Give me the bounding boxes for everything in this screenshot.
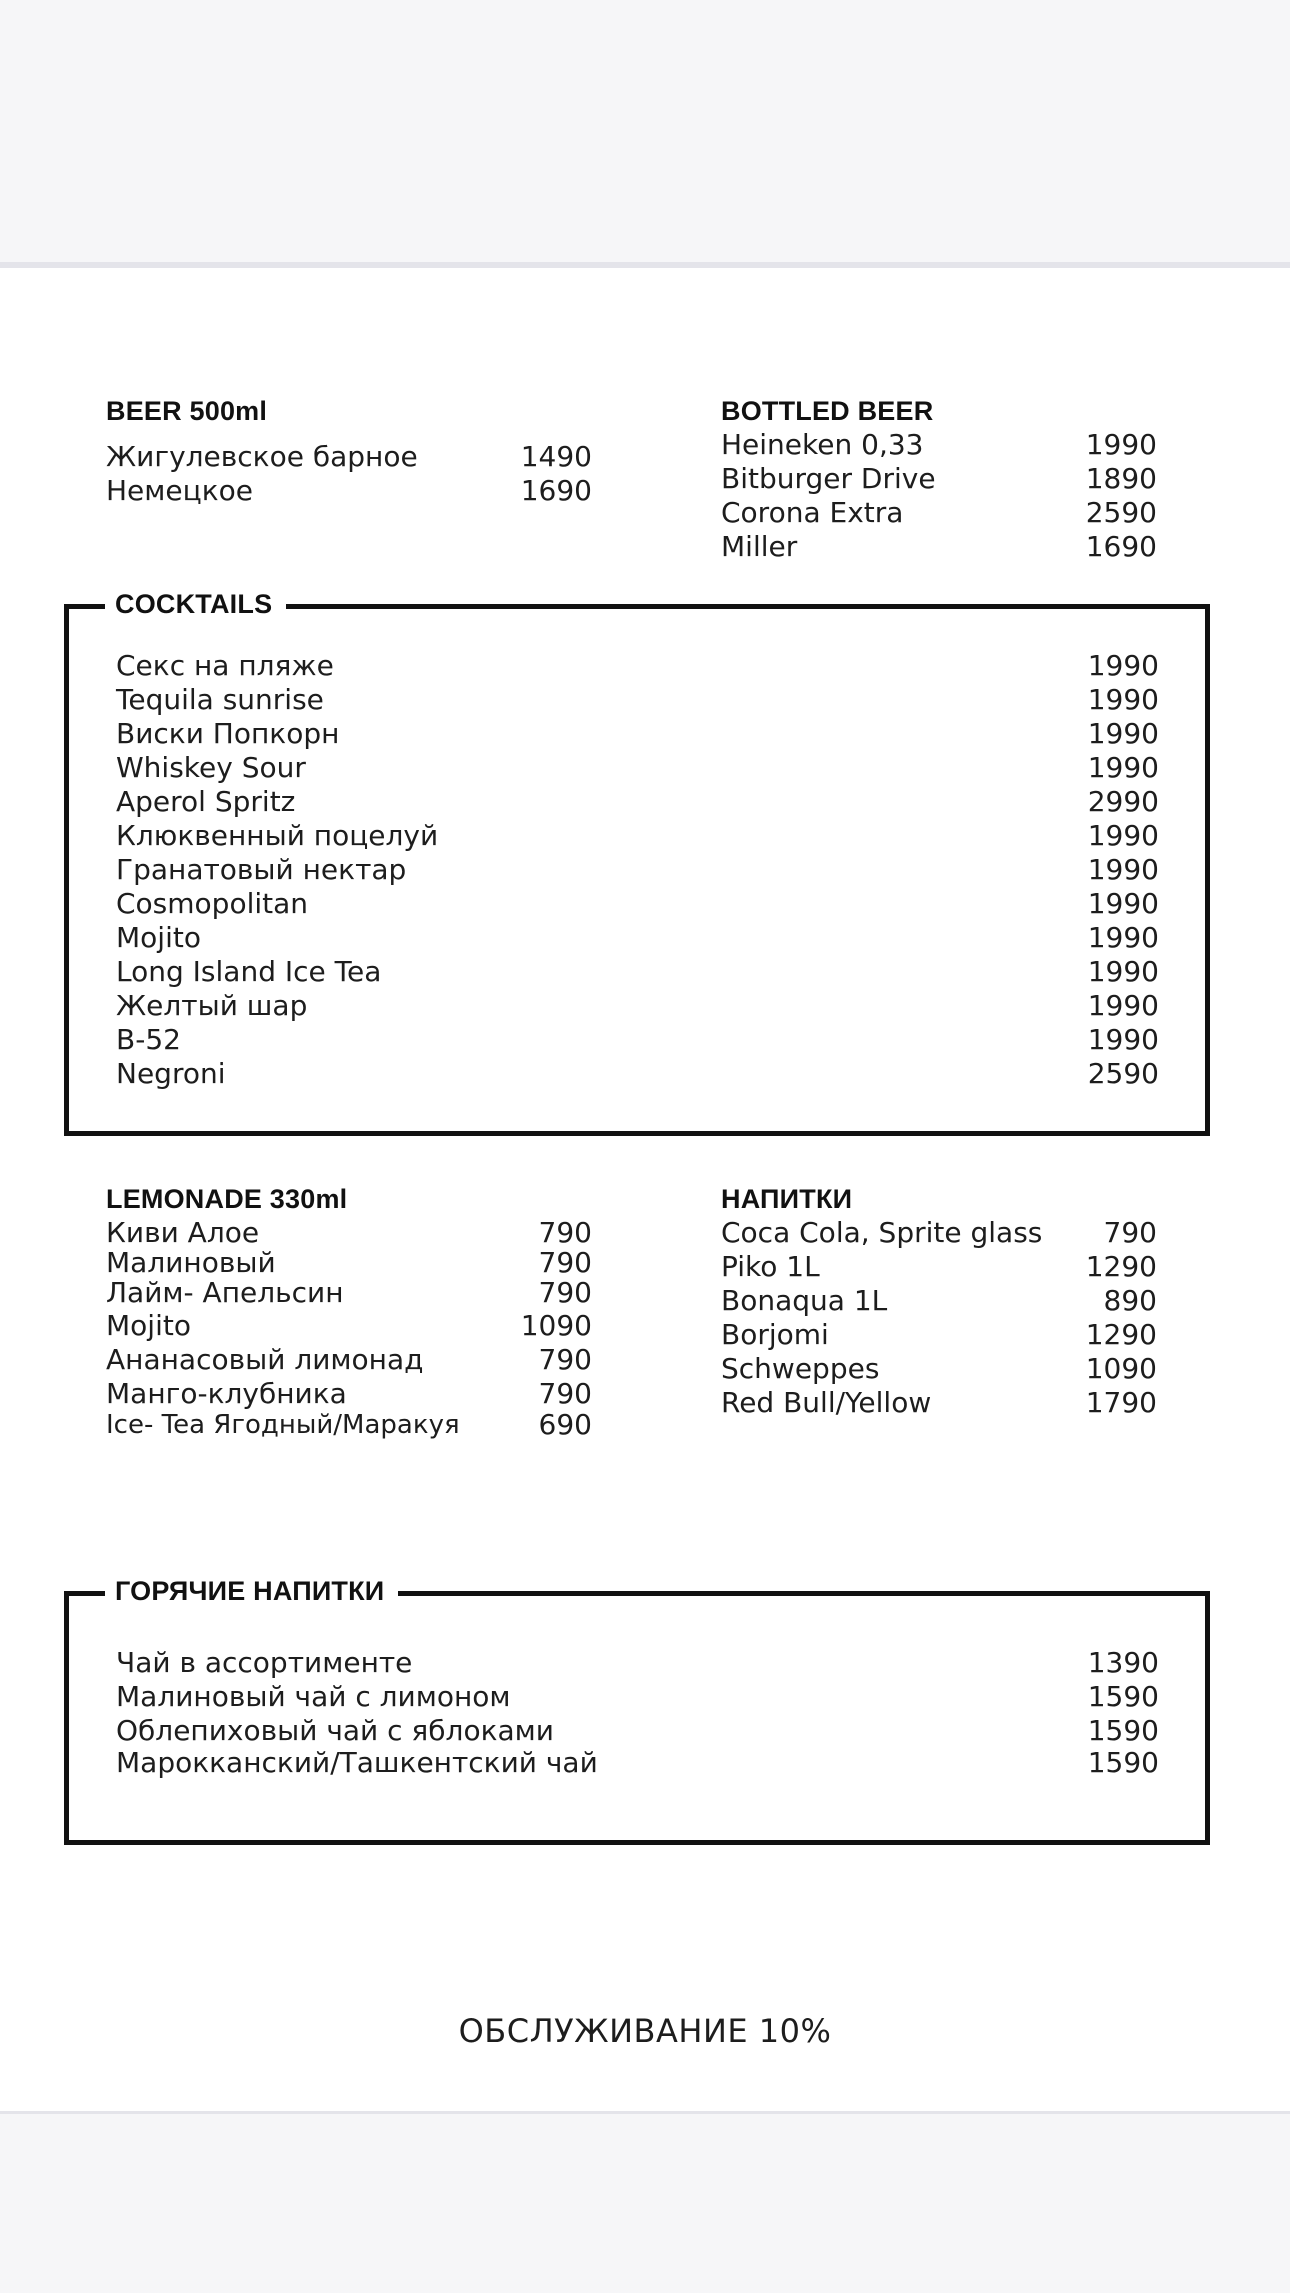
item-price: 790 (538, 1377, 592, 1410)
item-price: 1990 (1087, 1023, 1159, 1056)
item-price: 1990 (1087, 955, 1159, 988)
menu-item (106, 440, 592, 474)
item-price: 1490 (520, 440, 592, 473)
item-price: 790 (538, 1216, 592, 1249)
item-name: Малиновый чай с лимоном (116, 1680, 511, 1713)
item-price: 890 (1103, 1284, 1157, 1317)
item-name: Секс на пляже (116, 649, 334, 682)
menu-item (116, 683, 1159, 717)
menu-item (721, 530, 1157, 564)
item-name: Жигулевское барное (106, 440, 418, 473)
item-name: Лайм- Апельсин (106, 1276, 344, 1309)
item-price: 2590 (1087, 1057, 1159, 1090)
menu-item (106, 1309, 592, 1343)
item-name: Марокканский/Ташкентский чай (116, 1746, 598, 1779)
section-hot-drinks (64, 1576, 1210, 1845)
item-price: 790 (1103, 1216, 1157, 1249)
menu-item (116, 751, 1159, 785)
menu-item (116, 1714, 1159, 1746)
menu-item (116, 1746, 1159, 1780)
item-price: 1290 (1085, 1318, 1157, 1351)
item-name: Tequila sunrise (116, 683, 324, 716)
item-name: Bitburger Drive (721, 462, 936, 495)
item-price: 1990 (1087, 649, 1159, 682)
item-price: 1990 (1085, 428, 1157, 461)
menu-item (106, 1246, 592, 1279)
item-price: 1290 (1085, 1250, 1157, 1283)
menu-item (721, 428, 1157, 462)
item-price: 790 (538, 1246, 592, 1279)
menu-item (721, 462, 1157, 496)
menu-item (721, 1216, 1157, 1250)
menu-item (721, 1318, 1157, 1352)
menu-item (106, 1408, 592, 1442)
item-name: Облепиховый чай с яблоками (116, 1714, 554, 1747)
item-name: Piko 1L (721, 1250, 820, 1283)
item-name: Miller (721, 530, 798, 563)
item-price: 690 (538, 1408, 592, 1441)
menu-item (116, 819, 1159, 853)
item-price: 1090 (1085, 1352, 1157, 1385)
item-name: Heineken 0,33 (721, 428, 924, 461)
menu-item (116, 853, 1159, 887)
item-price: 1690 (1085, 530, 1157, 563)
item-price: 1590 (1087, 1680, 1159, 1713)
menu-item (116, 1023, 1159, 1057)
menu-item (116, 989, 1159, 1023)
section-drinks (721, 1182, 1157, 1420)
item-name: B-52 (116, 1023, 181, 1056)
item-price: 2990 (1087, 785, 1159, 818)
section-cocktails (64, 589, 1210, 1136)
item-name: Mojito (106, 1309, 191, 1342)
item-name: Ананасовый лимонад (106, 1343, 424, 1376)
item-price: 1790 (1085, 1386, 1157, 1419)
item-name: Long Island Ice Tea (116, 955, 382, 988)
item-name: Whiskey Sour (116, 751, 306, 784)
item-name: Bonaqua 1L (721, 1284, 888, 1317)
menu-item (116, 1057, 1159, 1091)
item-name: Чай в ассортименте (116, 1646, 413, 1679)
item-price: 1990 (1087, 683, 1159, 716)
menu-item (116, 1680, 1159, 1714)
menu-item (721, 1250, 1157, 1284)
item-price: 1690 (520, 474, 592, 507)
item-name: Ice- Tea Ягодный/Маракуя (106, 1410, 460, 1440)
menu-item (721, 496, 1157, 530)
menu-item (116, 1646, 1159, 1680)
section-title: LEMONADE 330ml (106, 1184, 348, 1214)
menu-item (106, 1216, 592, 1249)
menu-item (116, 717, 1159, 751)
menu-item (106, 474, 592, 508)
item-name: Немецкое (106, 474, 253, 507)
item-price: 1990 (1087, 921, 1159, 954)
menu-item (721, 1352, 1157, 1386)
service-charge-note: ОБСЛУЖИВАНИЕ 10% (458, 2012, 832, 2050)
item-price: 1990 (1087, 717, 1159, 750)
item-name: Виски Попкорн (116, 717, 340, 750)
item-name: Малиновый (106, 1246, 276, 1279)
menu-item (116, 785, 1159, 819)
section-bottled-beer (721, 394, 1157, 564)
item-name: Schweppes (721, 1352, 880, 1385)
item-name: Клюквенный поцелуй (116, 819, 439, 852)
item-name: Borjomi (721, 1318, 829, 1351)
section-lemonade (106, 1182, 592, 1442)
item-price: 790 (538, 1343, 592, 1376)
item-price: 1890 (1085, 462, 1157, 495)
item-price: 1590 (1087, 1714, 1159, 1747)
menu-item (116, 649, 1159, 683)
item-name: Red Bull/Yellow (721, 1386, 932, 1419)
item-price: 1990 (1087, 751, 1159, 784)
menu-item (116, 887, 1159, 921)
item-price: 1990 (1087, 989, 1159, 1022)
item-price: 2590 (1085, 496, 1157, 529)
item-price: 1590 (1087, 1746, 1159, 1779)
item-name: Aperol Spritz (116, 785, 296, 818)
item-name: Желтый шар (116, 989, 308, 1022)
item-name: Coca Cola, Sprite glass (721, 1216, 1043, 1249)
item-name: Cosmopolitan (116, 887, 309, 920)
menu-item (106, 1343, 592, 1377)
item-name: Киви Алое (106, 1216, 260, 1249)
section-title: BOTTLED BEER (721, 396, 934, 426)
menu-item (106, 1377, 592, 1408)
item-name: Манго-клубника (106, 1377, 347, 1410)
item-name: Гранатовый нектар (116, 853, 407, 886)
item-name: Mojito (116, 921, 201, 954)
menu-item (116, 955, 1159, 989)
menu-item (116, 921, 1159, 955)
section-beer (106, 394, 592, 508)
section-title: НАПИТКИ (721, 1184, 853, 1214)
item-price: 790 (538, 1276, 592, 1309)
item-price: 1990 (1087, 853, 1159, 886)
item-price: 1990 (1087, 819, 1159, 852)
menu-item (721, 1386, 1157, 1420)
section-title: ГОРЯЧИЕ НАПИТКИ (105, 1574, 398, 1608)
item-name: Negroni (116, 1057, 226, 1090)
item-name: Corona Extra (721, 496, 904, 529)
item-price: 1090 (520, 1309, 592, 1342)
item-price: 1390 (1087, 1646, 1159, 1679)
menu-item (721, 1284, 1157, 1318)
menu-page (0, 262, 1290, 2114)
menu-item (106, 1276, 592, 1309)
section-title: COCKTAILS (105, 587, 286, 621)
section-title: BEER 500ml (106, 396, 268, 426)
item-price: 1990 (1087, 887, 1159, 920)
